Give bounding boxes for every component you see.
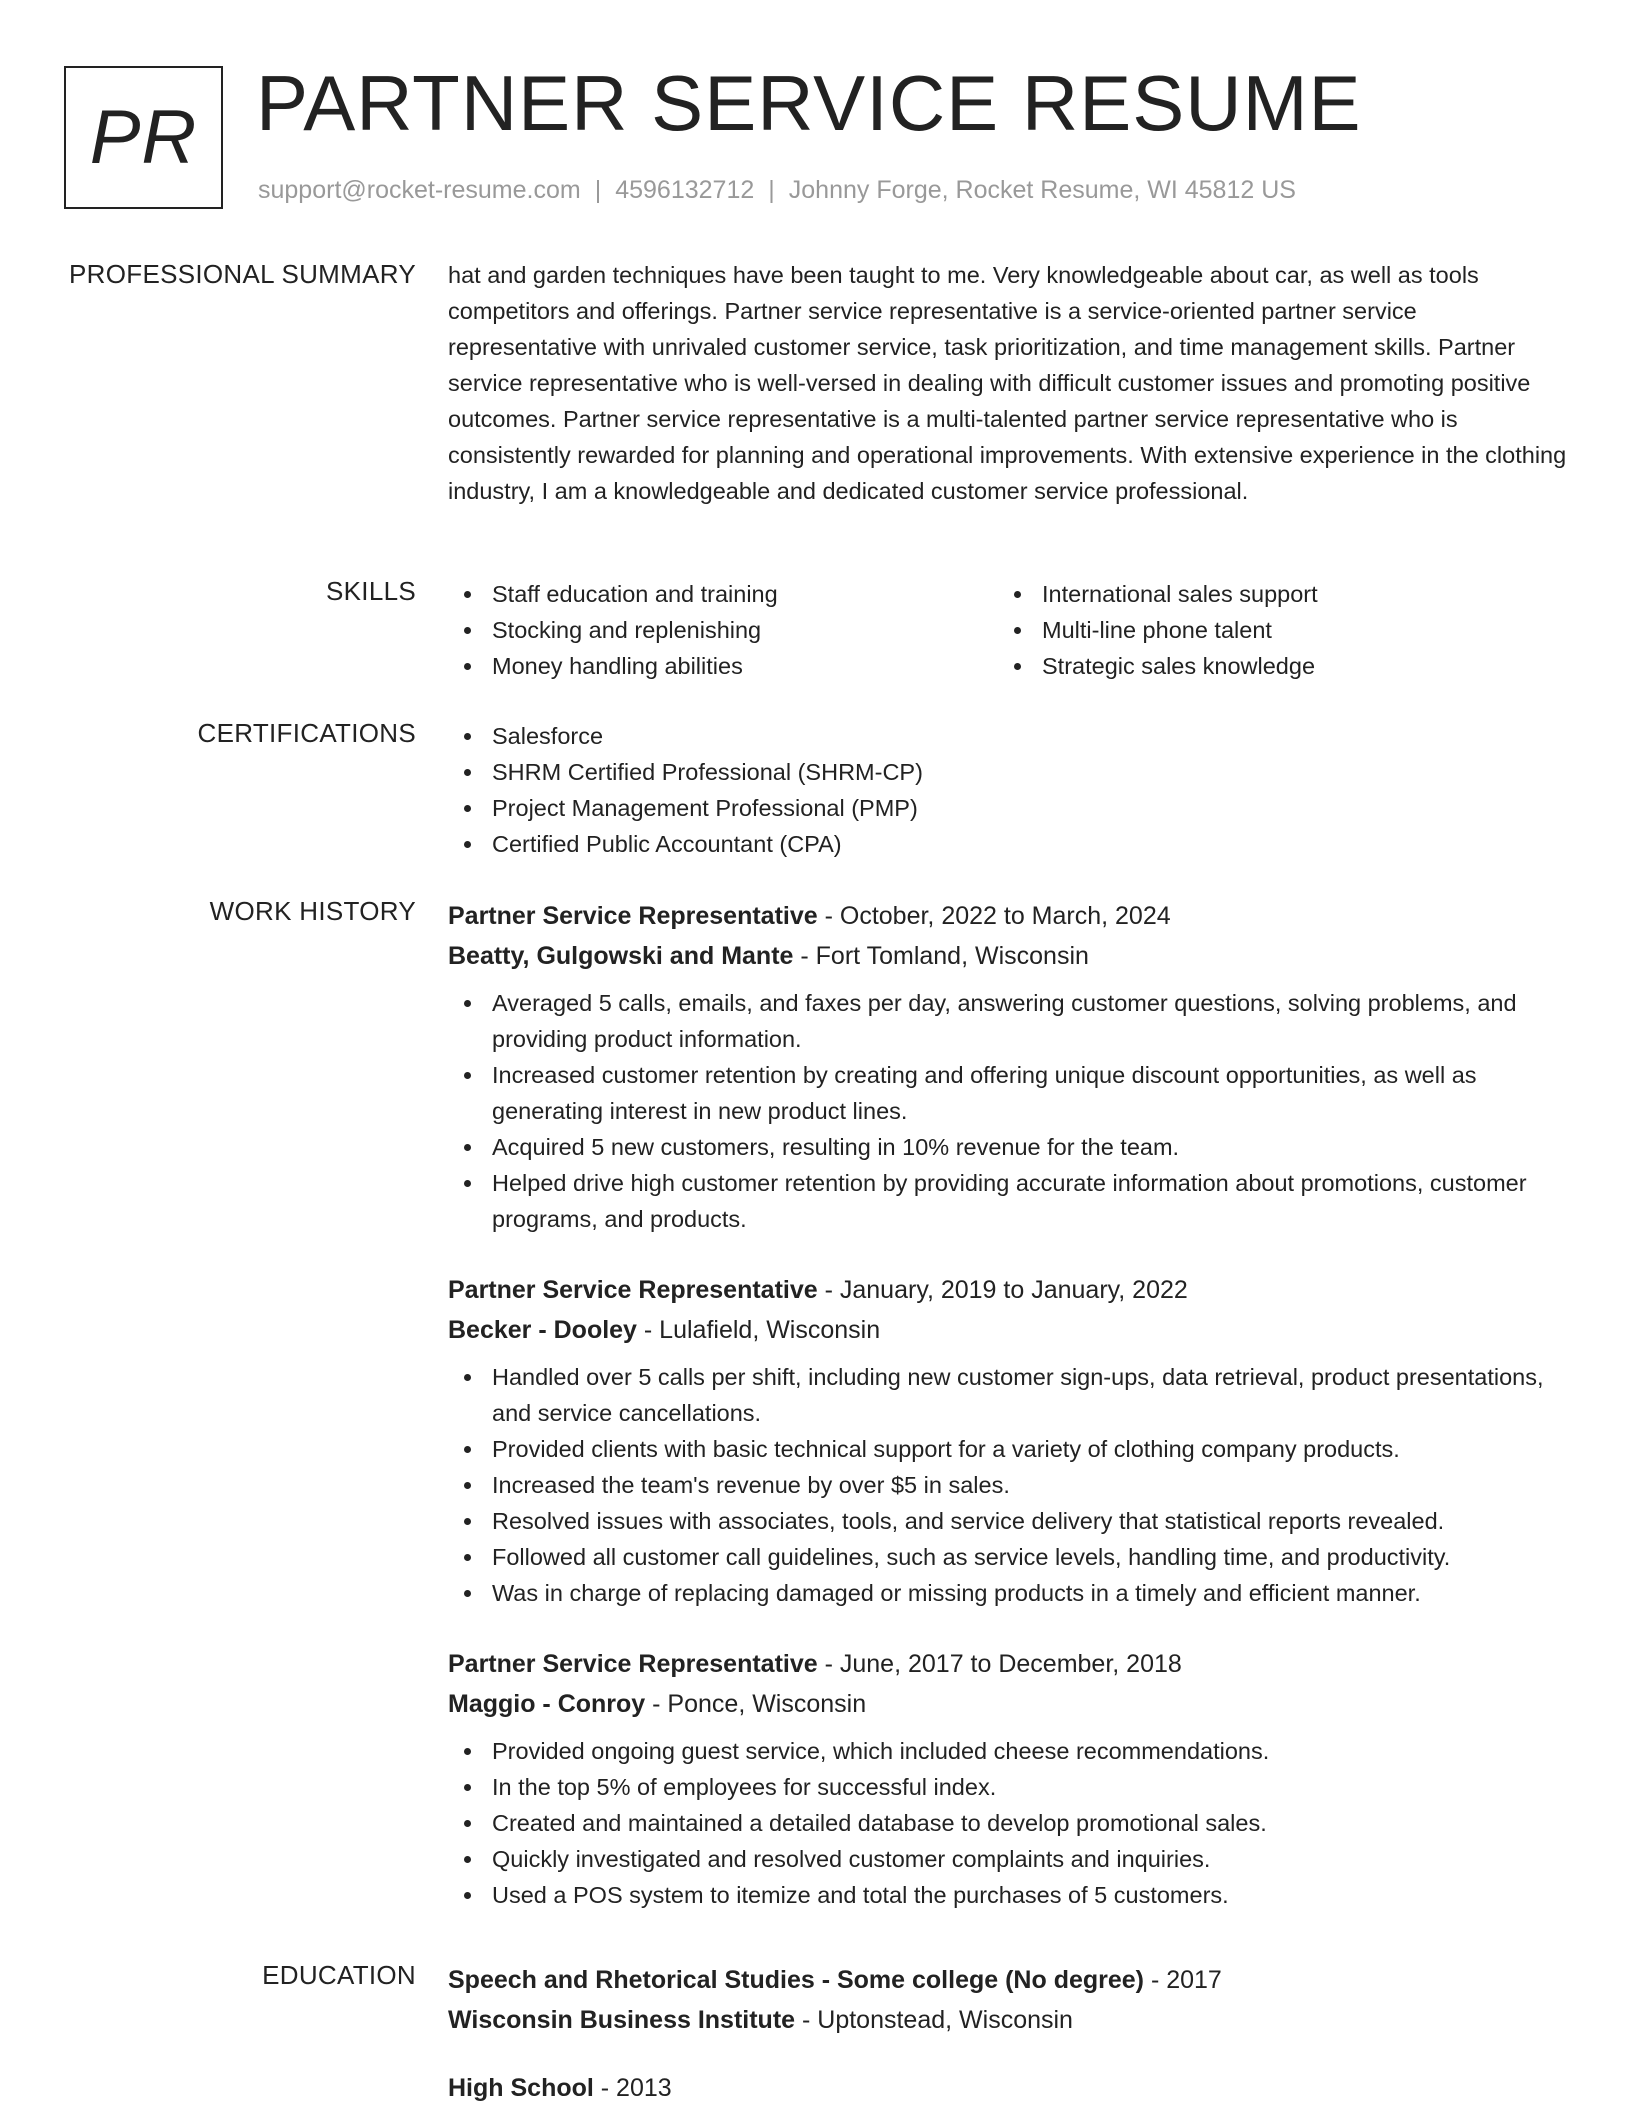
job-bullets	[448, 1359, 1568, 1611]
resume-title: PARTNER SERVICE RESUME	[256, 59, 1362, 147]
job-bullets	[448, 1733, 1568, 1913]
list-item: Increased customer retention by creating and offering unique discount opportunities, as well as generating interest in new product lines.	[448, 1057, 1568, 1129]
certifications-list	[448, 718, 1568, 862]
job-company: Beatty, Gulgowski and Mante	[448, 942, 794, 970]
list-item: Handled over 5 calls per shift, including new customer sign-ups, data retrieval, product presentations, and service cancellations.	[448, 1359, 1568, 1431]
list-item: Project Management Professional (PMP)	[448, 790, 1568, 826]
list-item: Increased the team's revenue by over $5 in sales.	[448, 1467, 1568, 1503]
job-entry	[448, 1270, 1568, 1611]
contact-address: Johnny Forge, Rocket Resume, WI 45812 US	[788, 176, 1296, 204]
list-item: Helped drive high customer retention by providing accurate information about promotions, customer programs, and products.	[448, 1165, 1568, 1237]
list-item: Used a POS system to itemize and total the purchases of 5 customers.	[448, 1877, 1568, 1913]
job-company: Maggio - Conroy	[448, 1690, 646, 1718]
job-title-line	[448, 896, 1568, 936]
education-entry	[448, 1960, 1568, 2040]
job-company-line	[448, 936, 1568, 976]
list-item: Resolved issues with associates, tools, and service delivery that statistical reports revealed.	[448, 1503, 1568, 1539]
job-title-line	[448, 1644, 1568, 1684]
job-title: Partner Service Representative	[448, 1650, 818, 1678]
job-company-line	[448, 1310, 1568, 1350]
education-degree-line	[448, 2068, 1568, 2108]
job-title-line	[448, 1270, 1568, 1310]
education-year: - 2013	[593, 2074, 672, 2102]
job-company: Becker - Dooley	[448, 1316, 637, 1344]
list-item: Created and maintained a detailed database to develop promotional sales.	[448, 1805, 1568, 1841]
section-label-education: EDUCATION	[262, 1960, 416, 1990]
skills-body	[448, 576, 1568, 684]
list-item: Provided clients with basic technical support for a variety of clothing company products.	[448, 1431, 1568, 1467]
education-location: - Uptonstead, Wisconsin	[795, 2006, 1073, 2034]
education-body	[448, 1960, 1568, 2108]
job-dates: - June, 2017 to December, 2018	[817, 1650, 1182, 1678]
education-entry	[448, 2068, 1568, 2108]
list-item: Staff education and training	[448, 576, 998, 612]
section-label-work-history: WORK HISTORY	[209, 896, 416, 926]
monogram-initials: PR	[89, 95, 198, 180]
education-degree: Speech and Rhetorical Studies - Some college (No degree)	[448, 1966, 1144, 1994]
job-company-line	[448, 1684, 1568, 1724]
education-year: - 2017	[1144, 1966, 1222, 1994]
list-item: Provided ongoing guest service, which included cheese recommendations.	[448, 1733, 1568, 1769]
list-item: Averaged 5 calls, emails, and faxes per day, answering customer questions, solving problems, and providing product information.	[448, 985, 1568, 1057]
summary-text: hat and garden techniques have been taught to me. Very knowledgeable about car, as well as tools competitors and offerings. Partner service representative is a service-oriented partner service representative with unrivaled customer service, task prioritization, and time management skills. Partner service representative who is well-versed in dealing with difficult customer issues and promoting positive outcomes. Partner service representative is a multi-talented partner service representative who is consistently rewarded for planning and operational improvements. With extensive experience in the clothing industry, I am a knowledgeable and dedicated customer service professional.	[448, 262, 1567, 504]
monogram-box	[64, 66, 223, 209]
job-entry	[448, 896, 1568, 1237]
list-item: Quickly investigated and resolved customer complaints and inquiries.	[448, 1841, 1568, 1877]
education-degree: High School	[448, 2074, 594, 2102]
list-item: Strategic sales knowledge	[998, 648, 1548, 684]
section-label-skills: SKILLS	[326, 576, 416, 606]
job-dates: - January, 2019 to January, 2022	[817, 1276, 1188, 1304]
job-title: Partner Service Representative	[448, 1276, 818, 1304]
contact-separator: |	[594, 176, 602, 204]
contact-line	[258, 176, 1296, 205]
certifications-body	[448, 718, 1568, 862]
list-item: Acquired 5 new customers, resulting in 10% revenue for the team.	[448, 1129, 1568, 1165]
contact-email[interactable]: support@rocket-resume.com	[258, 176, 581, 204]
summary-body	[448, 257, 1568, 509]
education-school: Wisconsin Business Institute	[448, 2006, 796, 2034]
job-entry	[448, 1644, 1568, 1913]
job-bullets	[448, 985, 1568, 1237]
list-item: SHRM Certified Professional (SHRM-CP)	[448, 754, 1568, 790]
job-dates: - October, 2022 to March, 2024	[817, 902, 1171, 930]
section-label-certifications: CERTIFICATIONS	[197, 718, 416, 748]
skills-list-right	[998, 576, 1548, 684]
list-item: Multi-line phone talent	[998, 612, 1548, 648]
job-location: - Ponce, Wisconsin	[645, 1690, 867, 1718]
list-item: Was in charge of replacing damaged or missing products in a timely and efficient manner.	[448, 1575, 1568, 1611]
list-item: Certified Public Accountant (CPA)	[448, 826, 1568, 862]
job-location: - Fort Tomland, Wisconsin	[793, 942, 1089, 970]
job-title: Partner Service Representative	[448, 902, 818, 930]
section-label-summary: PROFESSIONAL SUMMARY	[69, 259, 416, 289]
work-history-body	[448, 896, 1568, 1913]
education-school-line	[448, 2000, 1568, 2040]
contact-phone[interactable]: 4596132712	[615, 176, 755, 204]
skills-list-left	[448, 576, 998, 684]
list-item: Stocking and replenishing	[448, 612, 998, 648]
job-location: - Lulafield, Wisconsin	[636, 1316, 881, 1344]
contact-separator: |	[768, 176, 775, 204]
list-item: Money handling abilities	[448, 648, 998, 684]
list-item: Followed all customer call guidelines, such as service levels, handling time, and productivity.	[448, 1539, 1568, 1575]
list-item: In the top 5% of employees for successful index.	[448, 1769, 1568, 1805]
list-item: Salesforce	[448, 718, 1568, 754]
list-item: International sales support	[998, 576, 1548, 612]
education-degree-line	[448, 1960, 1568, 2000]
